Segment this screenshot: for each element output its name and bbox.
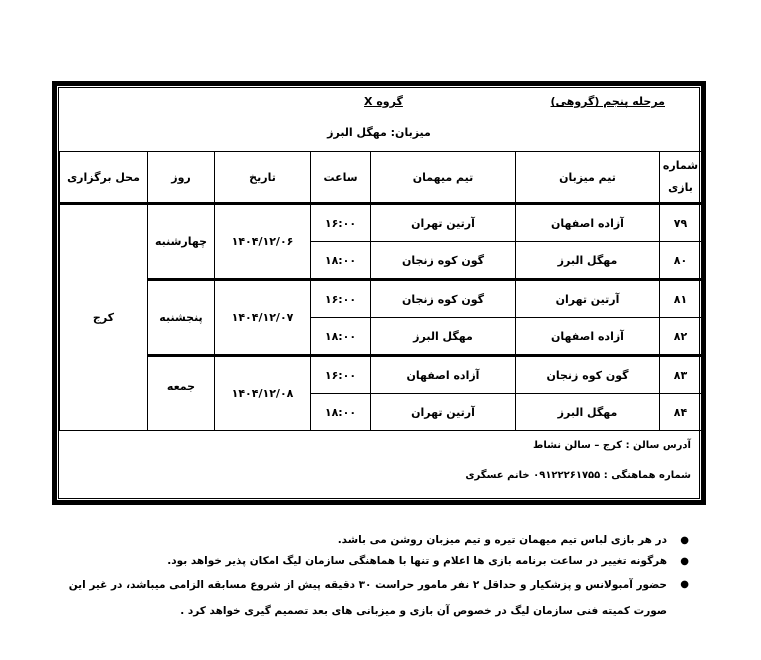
- host-team: آرتین تهران: [516, 280, 660, 318]
- note-text: در هر بازی لباس تیم میهمان تیره و تیم میزبان روشن می باشد.: [337, 534, 667, 546]
- game-number: ۸۴: [660, 394, 702, 431]
- stage-title: مرحله پنجم (گروهی): [550, 95, 665, 108]
- header-host-team: تیم میزبان: [516, 152, 660, 204]
- game-number: ۸۱: [660, 280, 702, 318]
- host-team: آزاده اصفهان: [516, 318, 660, 356]
- header-game-number: [660, 152, 702, 204]
- guest-team: آزاده اصفهان: [371, 356, 516, 394]
- guest-team: گون کوه زنجان: [371, 280, 516, 318]
- guest-team: گون کوه زنجان: [371, 242, 516, 280]
- table-row: [60, 280, 702, 318]
- header-guest-team: تیم میهمان: [371, 152, 516, 204]
- schedule-frame: [52, 81, 706, 505]
- game-number: ۸۳: [660, 356, 702, 394]
- game-date: ۱۴۰۴/۱۲/۰۶: [215, 204, 311, 280]
- game-time: ۱۶:۰۰: [311, 280, 371, 318]
- header-game-number-line1: شماره: [662, 159, 699, 172]
- guest-team: مهگل البرز: [371, 318, 516, 356]
- host-team: آزاده اصفهان: [516, 204, 660, 242]
- game-day: پنجشنبه: [148, 280, 215, 356]
- game-number: ۸۰: [660, 242, 702, 280]
- header-game-number-line2: بازی: [668, 181, 693, 194]
- venue-cell: کرج: [60, 204, 148, 431]
- host-team: مهگل البرز: [516, 242, 660, 280]
- note-item: [60, 530, 691, 551]
- table-header-row: [60, 152, 702, 204]
- game-day: جمعه: [148, 356, 215, 431]
- bullet-icon: ●: [680, 535, 689, 546]
- header-date: تاریخ: [215, 152, 311, 204]
- guest-team: آرتین تهران: [371, 394, 516, 431]
- header-time: ساعت: [311, 152, 371, 204]
- host-team: گون کوه زنجان: [516, 356, 660, 394]
- bullet-icon: ●: [680, 556, 689, 567]
- table-row: [60, 204, 702, 242]
- note-item: [60, 572, 691, 624]
- game-date: ۱۴۰۴/۱۲/۰۷: [215, 280, 311, 356]
- group-title: گروه X: [364, 95, 403, 108]
- note-text: حضور آمبولانس و پزشکیار و حداقل ۲ نفر مامور حراست ۳۰ دقیقه پیش از شروع مسابقه الزامی میباشد، در غیر این صورت کمیته فنی سازمان لیگ در خصوص آن بازی و میزبانی های بعد تصمیم گیری خواهد کرد .: [68, 579, 667, 617]
- schedule-inner-border: [58, 87, 700, 499]
- game-number: ۸۲: [660, 318, 702, 356]
- contact-number: شماره هماهنگی : ۰۹۱۲۲۲۶۱۷۵۵ خانم عسگری: [465, 470, 691, 481]
- note-text: هرگونه تغییر در ساعت برنامه بازی ها اعلام و تنها با هماهنگی سازمان لیگ امکان پذیر خواهد بود.: [167, 555, 667, 567]
- table-row: [60, 356, 702, 394]
- host-team: مهگل البرز: [516, 394, 660, 431]
- game-time: ۱۸:۰۰: [311, 394, 371, 431]
- bullet-icon: ●: [680, 579, 689, 590]
- header-venue: محل برگزاری: [60, 152, 148, 204]
- guest-team: آرتین تهران: [371, 204, 516, 242]
- game-number: ۷۹: [660, 204, 702, 242]
- game-date: ۱۴۰۴/۱۲/۰۸: [215, 356, 311, 431]
- game-time: ۱۶:۰۰: [311, 356, 371, 394]
- header-day: روز: [148, 152, 215, 204]
- notes-list: [60, 530, 691, 624]
- host-title: میزبان: مهگل البرز: [327, 126, 431, 139]
- game-time: ۱۸:۰۰: [311, 318, 371, 356]
- note-item: [60, 551, 691, 572]
- venue-address: آدرس سالن : کرج – سالن نشاط: [532, 440, 691, 451]
- game-day: چهارشنبه: [148, 204, 215, 280]
- game-time: ۱۶:۰۰: [311, 204, 371, 242]
- schedule-table: [59, 151, 702, 431]
- game-time: ۱۸:۰۰: [311, 242, 371, 280]
